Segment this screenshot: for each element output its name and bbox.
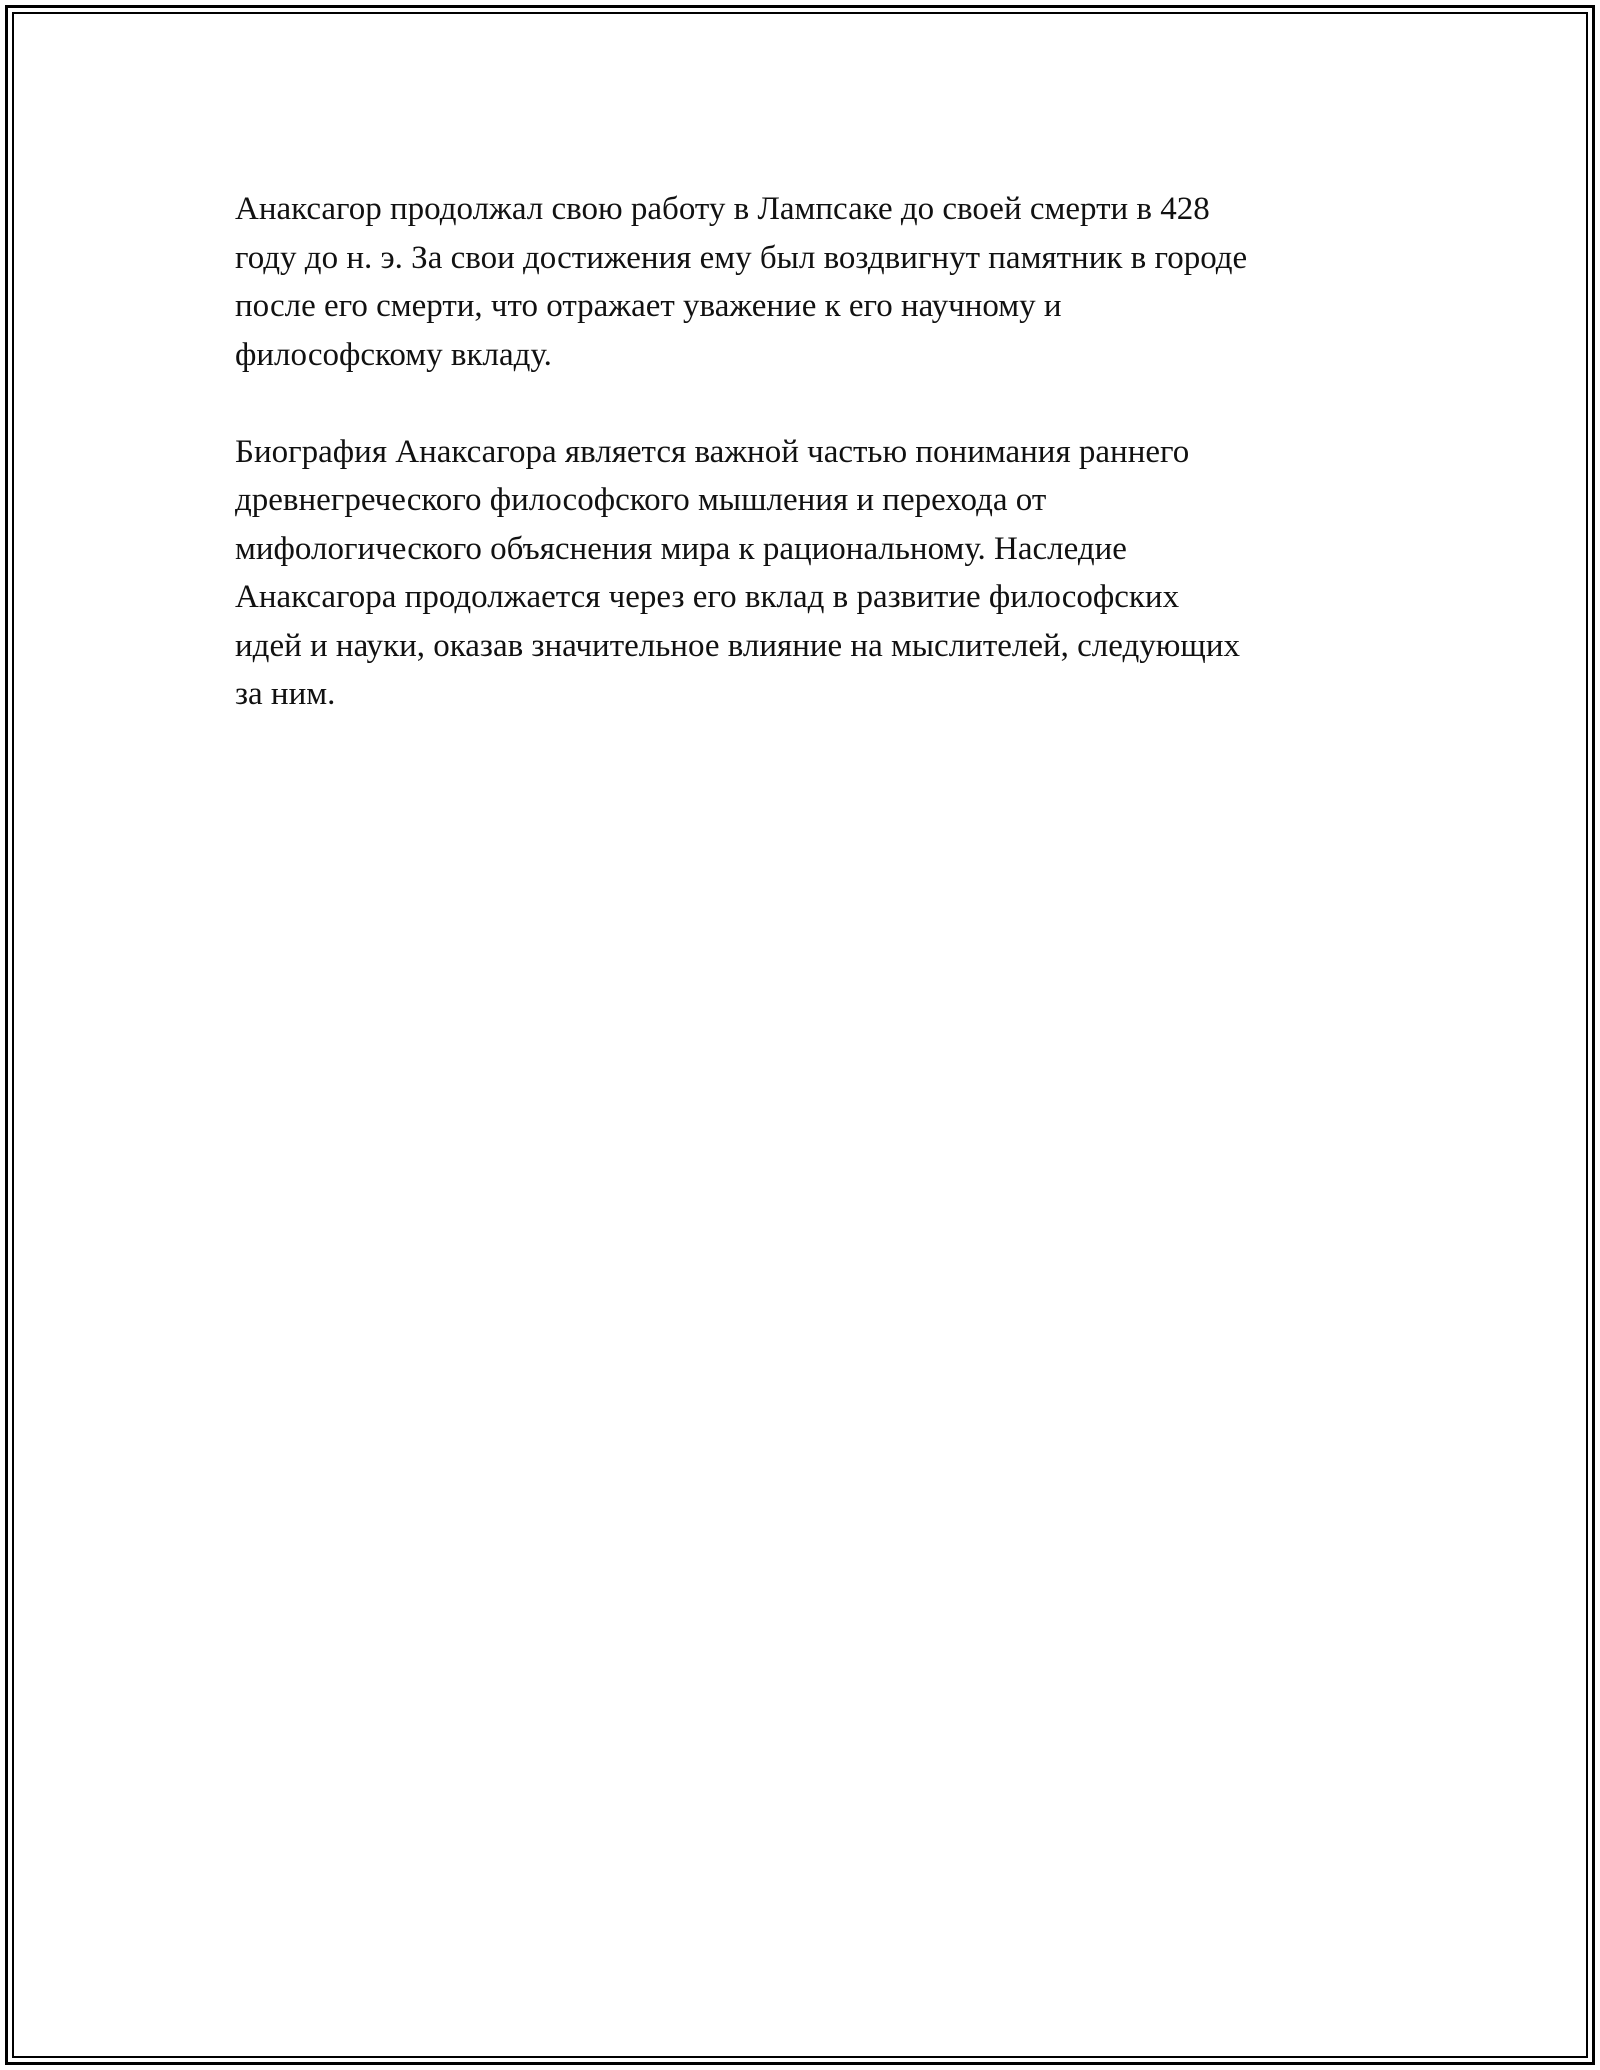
paragraph-line: Биография Анаксагора является важной частью понимания раннего: [235, 433, 1190, 470]
paragraph-line: за ним.: [235, 676, 336, 712]
paragraph-line: после его смерти, что отражает уважение к его научному и: [235, 288, 1062, 324]
paragraph-line: философскому вкладу.: [235, 336, 552, 373]
paragraph-line: мифологического объяснения мира к рациональному. Наследие: [235, 530, 1127, 567]
document-body: [235, 185, 1365, 767]
paragraph-1: [235, 185, 1365, 379]
paragraph-line: году до н. э. За свои достижения ему был воздвигнут памятник в городе: [235, 239, 1248, 276]
paragraph-line: древнегреческого философского мышления и перехода от: [235, 482, 1047, 518]
paragraph-line: идей и науки, оказав значительное влияние на мыслителей, следующих: [235, 627, 1241, 664]
paragraph-2: [235, 428, 1365, 719]
paragraph-line: Анаксагор продолжал свою работу в Лампсаке до своей смерти в 428: [235, 191, 1210, 227]
paragraph-line: Анаксагора продолжается через его вклад в развитие философских: [235, 579, 1180, 615]
